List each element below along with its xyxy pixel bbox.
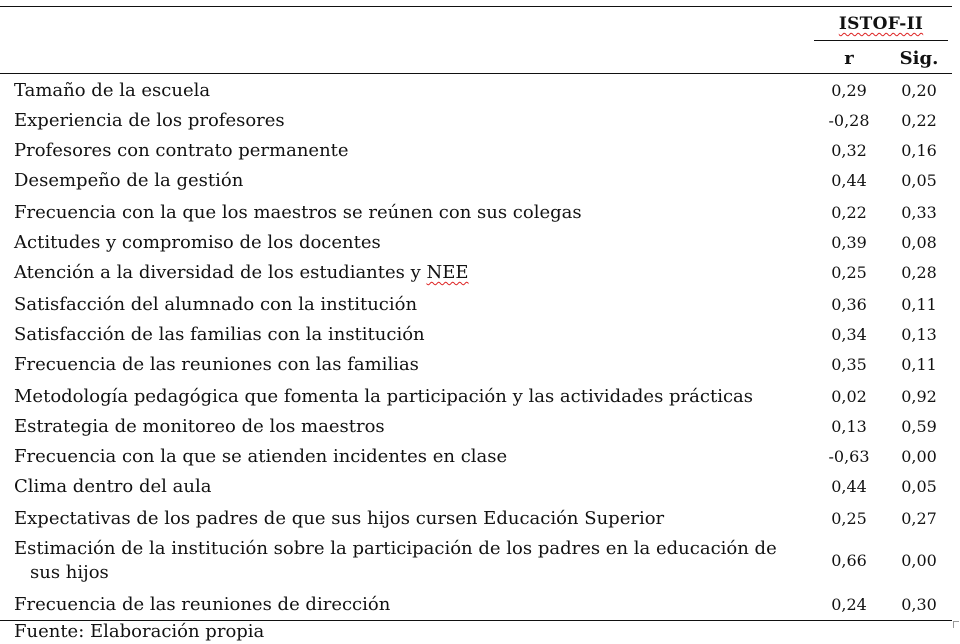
row-label-line-2: sus hijos [30, 562, 109, 583]
table-row [0, 537, 952, 585]
row-sig-value: 0,28 [901, 263, 937, 282]
source-note: Fuente: Elaboración propia [14, 621, 265, 642]
row-label-abbreviation: NEE [426, 262, 469, 283]
row-label [14, 537, 804, 585]
column-header-r: r [844, 48, 854, 69]
row-sig-value: 0,00 [901, 447, 937, 466]
table-top-rule [0, 6, 952, 7]
row-sig-value: 0,16 [901, 141, 937, 160]
row-label: Frecuencia con la que los maestros se reúnen con sus colegas [14, 202, 582, 223]
row-label: Desempeño de la gestión [14, 170, 244, 191]
row-label: Frecuencia de las reuniones de dirección [14, 594, 391, 615]
row-label: Experiencia de los profesores [14, 110, 285, 131]
row-r-value: 0,25 [831, 509, 867, 528]
row-label: Metodología pedagógica que fomenta la participación y las actividades prácticas [14, 386, 754, 407]
row-label-line-1: Estimación de la institución sobre la participación de los padres en la educación de [14, 538, 777, 559]
row-sig-value: 0,22 [901, 111, 937, 130]
group-header-istof [814, 14, 948, 34]
row-r-value: 0,02 [831, 387, 867, 406]
row-r-value: 0,66 [831, 551, 867, 570]
row-sig-value: 0,05 [901, 171, 937, 190]
row-label: Expectativas de los padres de que sus hijos cursen Educación Superior [14, 508, 665, 529]
row-sig-value: 0,30 [901, 595, 937, 614]
group-header-label: ISTOF-II [838, 14, 924, 34]
row-sig-value: 0,33 [901, 203, 937, 222]
row-r-value: 0,39 [831, 233, 867, 252]
row-r-value: 0,34 [831, 325, 867, 344]
row-label: Satisfacción del alumnado con la institución [14, 294, 418, 315]
row-sig-value: 0,27 [901, 509, 937, 528]
row-r-value: 0,13 [831, 417, 867, 436]
row-r-value: -0,28 [828, 111, 870, 130]
row-sig-value: 0,13 [901, 325, 937, 344]
row-sig-value: 0,08 [901, 233, 937, 252]
row-label: Profesores con contrato permanente [14, 140, 349, 161]
row-r-value: 0,44 [831, 171, 867, 190]
row-sig-value: 0,59 [901, 417, 937, 436]
row-sig-value: 0,20 [901, 81, 937, 100]
row-r-value: 0,36 [831, 295, 867, 314]
row-label: Frecuencia de las reuniones con las familias [14, 354, 419, 375]
group-header-rule [814, 40, 948, 41]
row-label [14, 261, 804, 285]
row-sig-value: 0,11 [901, 355, 937, 374]
row-r-value: -0,63 [828, 447, 870, 466]
column-header-sig: Sig. [899, 48, 939, 69]
row-sig-value: 0,92 [901, 387, 937, 406]
row-r-value: 0,24 [831, 595, 867, 614]
row-r-value: 0,22 [831, 203, 867, 222]
row-label: Tamaño de la escuela [14, 80, 211, 101]
row-sig-value: 0,11 [901, 295, 937, 314]
row-label-text: Atención a la diversidad de los estudiantes y [14, 262, 427, 283]
header-rule [0, 73, 952, 74]
row-r-value: 0,29 [831, 81, 867, 100]
row-label: Estrategia de monitoreo de los maestros [14, 416, 385, 437]
row-r-value: 0,35 [831, 355, 867, 374]
row-label: Frecuencia con la que se atienden incidentes en clase [14, 446, 508, 467]
row-r-value: 0,25 [831, 263, 867, 282]
row-label: Satisfacción de las familias con la institución [14, 324, 425, 345]
page-corner-mark [953, 621, 959, 628]
row-sig-value: 0,05 [901, 477, 937, 496]
row-sig-value: 0,00 [901, 551, 937, 570]
row-r-value: 0,32 [831, 141, 867, 160]
row-label: Actitudes y compromiso de los docentes [14, 232, 381, 253]
row-label: Clima dentro del aula [14, 476, 212, 497]
row-r-value: 0,44 [831, 477, 867, 496]
